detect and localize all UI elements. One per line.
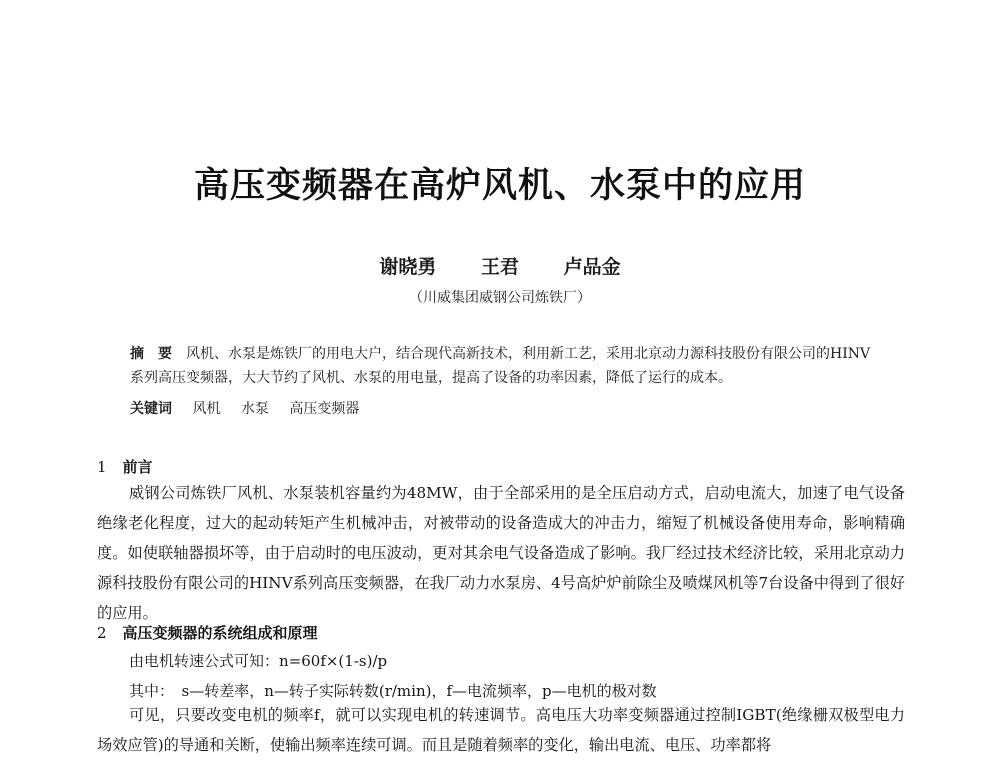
body-paragraph: 威钢公司炼铁厂风机、水泵装机容量约为48MW，由于全部采用的是全压启动方式，启动电流大，加速了电气设备绝缘老化程度，过大的起动转矩产生机械冲击，对被带动的设备造成大的冲击力，缩短了机械设备使用寿命，影响精确度。如使联轴器损坏等，由于启动时的电压波动，更对其余电气设备造成了影响。我厂经过技术经济比较，采用北京动力源科技股份有限公司的HINV系列高压变频器，在我厂动力水泵房、4号高炉炉前除尘及喷煤风机等7台设备中得到了很好的应用。	[97, 484, 905, 622]
paper-title: 高压变频器在高炉风机、水泵中的应用	[193, 165, 806, 206]
section-title: 前言	[122, 458, 153, 476]
author-name: 卢品金	[563, 256, 621, 278]
body-paragraph: 可见，只要改变电机的频率f，就可以实现电机的转速调节。高电压大功率变频器通过控制IGBT(绝缘栅双极型电力场效应管)的导通和关断，使输出频率连续可调。而且是随着频率的变化，输出电流、电压、功率都将	[97, 706, 905, 754]
keyword: 风机	[192, 401, 221, 417]
abstract-block	[130, 342, 875, 390]
keywords-block	[130, 398, 875, 418]
keyword: 高压变频器	[289, 401, 360, 417]
keyword: 水泵	[240, 401, 269, 417]
section-heading	[97, 456, 153, 477]
author-name: 谢晓勇	[379, 256, 437, 278]
author-name: 王君	[480, 256, 519, 278]
section-number: 2	[97, 624, 107, 642]
author-affiliation: （川威集团威钢公司炼铁厂）	[409, 290, 591, 306]
author-list	[0, 252, 1000, 279]
abstract-label: 摘 要	[130, 346, 172, 362]
section-number: 1	[97, 458, 107, 476]
abstract-text: 风机、水泵是炼铁厂的用电大户，结合现代高新技术，利用新工艺，采用北京动力源科技股份有限公司的HINV系列高压变频器，大大节约了风机、水泵的用电量，提高了设备的功率因素，降低了运行的成本。	[130, 346, 871, 386]
variable-definitions: 其中： s—转差率，n—转子实际转数(r/min)，f—电流频率，p—电机的极对数	[129, 682, 657, 700]
formula-line: 由电机转速公式可知：n=60f×(1-s)/p	[129, 652, 388, 670]
section-heading	[97, 622, 318, 643]
section-title: 高压变频器的系统组成和原理	[122, 624, 318, 642]
keywords-label: 关键词	[130, 401, 172, 417]
